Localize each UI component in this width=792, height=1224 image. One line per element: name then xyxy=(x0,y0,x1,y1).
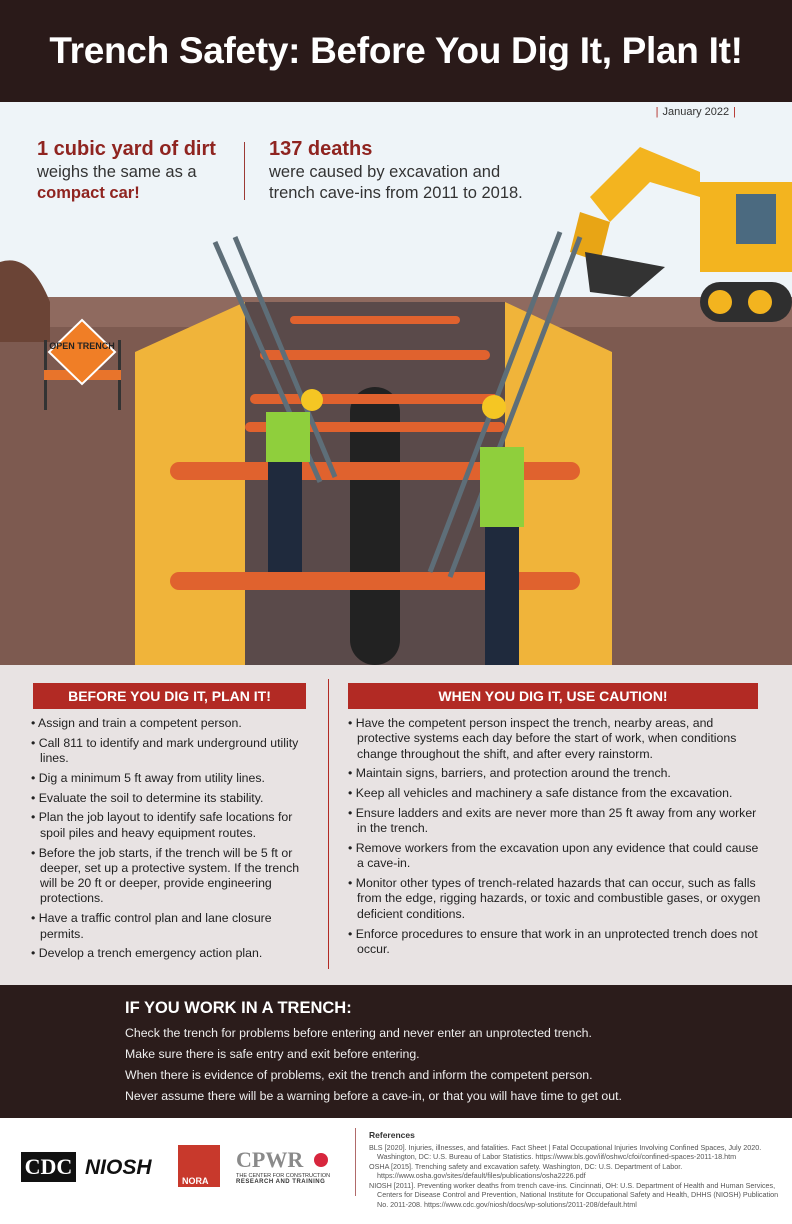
list-item: • Have the competent person inspect the trench, nearby areas, and protective systems each day before the start of work, when conditions change throughout the shift, and after every rainstorm. xyxy=(348,716,763,762)
reference-item: NIOSH [2011]. Preventing worker deaths from trench cave-ins. Cincinnati, OH: U.S. Department of Health and Human Services, Centers for Disease Control and Prevention, National Institute for Occupational Safety and Health, DHHS (NIOSH) Publication No. 2011-208. https://www.cdc.gov/niosh/docs/wp-solutions/2011-208/default.html xyxy=(369,1180,779,1209)
header xyxy=(0,0,792,102)
list-item: • Have a traffic control plan and lane closure permits. xyxy=(31,911,306,942)
reference-item: BLS [2020]. Injuries, illnesses, and fatalities. Fact Sheet | Fatal Occupational Injuries Involving Confined Spaces, July 2020. Washington, DC: U.S. Bureau of Labor Statistics. https://www.bls.gov/iif/oshwc/cfoi/confined-spaces-2011-18.htm xyxy=(369,1142,762,1161)
list-item: • Develop a trench emergency action plan. xyxy=(31,946,306,961)
list-item: • Maintain signs, barriers, and protection around the trench. xyxy=(348,766,763,781)
caution-heading: WHEN YOU DIG IT, USE CAUTION! xyxy=(348,683,758,709)
stat-dirt-weight: 1 cubic yard of dirt weighs the same as a compact car! xyxy=(37,138,216,202)
list-item: • Call 811 to identify and mark underground utility lines. xyxy=(31,736,306,767)
trench-illustration-area xyxy=(0,102,792,665)
work-heading: IF YOU WORK IN A TRENCH: xyxy=(125,999,352,1017)
references: References BLS [2020]. Injuries, illnesses, and fatalities. Fact Sheet | Fatal Occupational Injuries Involving Confined Spaces, July 2020. Washington, DC: U.S. Bureau of Labor Statistics. https://www.bls.gov/iif/oshwc/cfoi/confined-spaces-2011-18.htm OSHA [2015]. Trenching safety and excavation safety. Washington, DC: U.S. Department of Labor. https://www.osha.gov/sites/default/files/publications/osha2226.pdf NIOSH [2011]. Preventing worker deaths from trench cave-ins. Cincinnati, OH: U.S. Department of Health and Human Services, Centers for Disease Control and Prevention, National Institute for Occupational Safety and Health, DHHS (NIOSH) Publication No. 2011-208. https://www.cdc.gov/niosh/docs/wp-solutions/2011-208/default.html xyxy=(369,1130,779,1209)
excavator xyxy=(570,147,792,322)
page-title: Trench Safety: Before You Dig It, Plan It! xyxy=(49,30,743,71)
cdc-logo: CDC xyxy=(21,1152,76,1182)
divider xyxy=(328,679,329,969)
svg-text:OPEN TRENCH: OPEN TRENCH xyxy=(49,341,115,351)
list-item: • Plan the job layout to identify safe locations for spoil piles and heavy equipment routes. xyxy=(31,810,306,841)
list-item: • Assign and train a competent person. xyxy=(31,716,306,731)
list-item: • Keep all vehicles and machinery a safe distance from the excavation. xyxy=(348,786,763,801)
list-item: • Ensure ladders and exits are never more than 25 ft away from any worker in the trench. xyxy=(348,806,763,837)
list-item: • Dig a minimum 5 ft away from utility lines. xyxy=(31,771,306,786)
work-line: Make sure there is safe entry and exit before entering. xyxy=(125,1047,420,1061)
caution-list xyxy=(348,716,763,962)
before-heading: BEFORE YOU DIG IT, PLAN IT! xyxy=(33,683,306,709)
before-list xyxy=(31,716,306,966)
guidance-section xyxy=(0,665,792,985)
stat-deaths: 137 deaths were caused by excavation and trench cave-ins from 2011 to 2018. xyxy=(269,138,523,202)
work-in-trench-section xyxy=(0,985,792,1118)
footer xyxy=(0,1118,792,1224)
reference-item: OSHA [2015]. Trenching safety and excavation safety. Washington, DC: U.S. Department of Labor. https://www.osha.gov/sites/default/files/publications/osha2226.pdf xyxy=(369,1161,683,1180)
work-line: Never assume there will be a warning before a cave-in, or that you will have time to get out. xyxy=(125,1089,622,1103)
cpwr-logo: CPWR THE CENTER FOR CONSTRUCTION RESEARCH AND TRAINING xyxy=(236,1147,331,1185)
niosh-logo: NIOSH xyxy=(85,1156,152,1179)
work-line: Check the trench for problems before entering and never enter an unprotected trench. xyxy=(125,1026,592,1040)
work-line: When there is evidence of problems, exit the trench and inform the competent person. xyxy=(125,1068,593,1082)
list-item: • Evaluate the soil to determine its stability. xyxy=(31,791,306,806)
divider xyxy=(355,1128,356,1196)
list-item: • Monitor other types of trench-related hazards that can occur, such as falls from the edge, rigging hazards, or toxic and combustible gases, or oxygen deficient conditions. xyxy=(348,876,763,922)
list-item: • Enforce procedures to ensure that work in an unprotected trench does not occur. xyxy=(348,927,763,958)
divider xyxy=(244,142,245,200)
trench-shield-left xyxy=(135,302,245,665)
dirt-pile xyxy=(0,260,50,342)
list-item: • Before the job starts, if the trench will be 5 ft or deeper, set up a protective system. If the trench will be 20 ft or deeper, provide engineering protections. xyxy=(31,846,306,907)
nora-logo: NORA xyxy=(178,1145,220,1187)
date-label: | January 2022 | xyxy=(655,106,736,118)
list-item: • Remove workers from the excavation upon any evidence that could cause a cave-in. xyxy=(348,841,763,872)
